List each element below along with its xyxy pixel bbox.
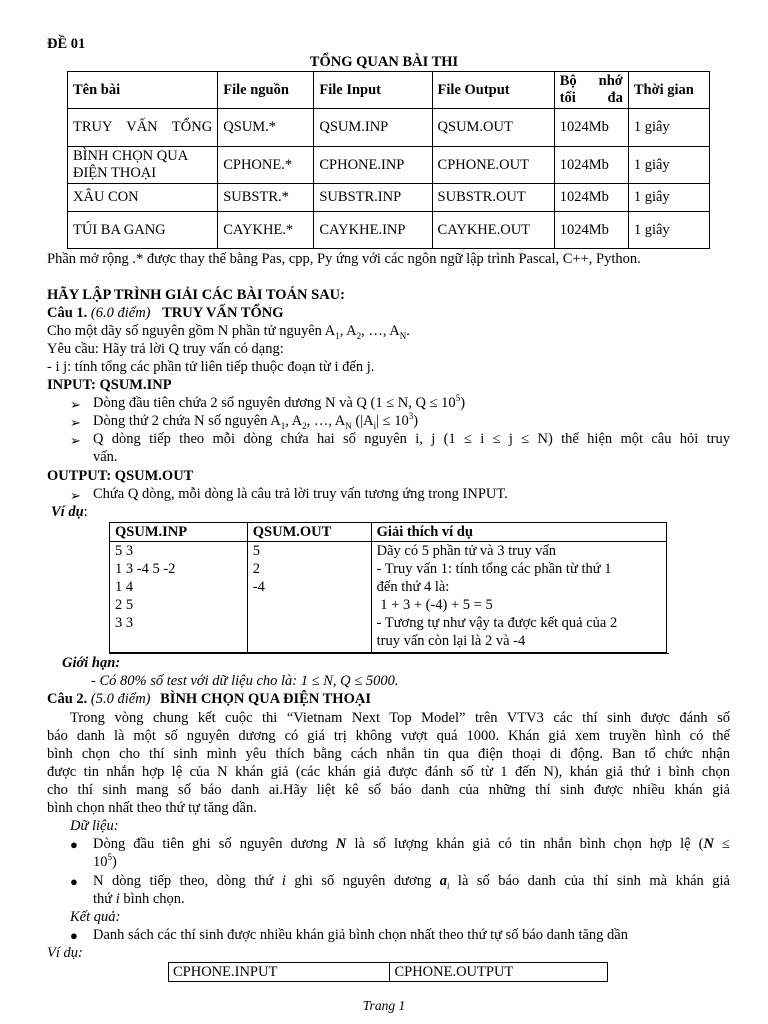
exam-code: ĐỀ 01 <box>47 36 86 52</box>
example-header-cell: QSUM.OUT <box>247 523 371 542</box>
q2-result-line: Danh sách các thí sinh được nhiều khán giả bình chọn nhất theo thứ tự số báo danh tăng dần <box>93 927 628 943</box>
table-cell: 1 giây <box>628 147 709 184</box>
example-line: Dãy có 5 phần tử và 3 truy vấn <box>376 543 557 559</box>
table-cell: 1 giây <box>628 109 709 147</box>
text-run: Dòng đầu tiên ghi số nguyên dương <box>93 836 336 852</box>
text-run: Cho một dãy số nguyên gồm N phần tử nguyên A <box>47 323 336 339</box>
text-run: , A <box>285 413 303 429</box>
table-cell: 1024Mb <box>554 147 628 184</box>
table-cell: XÂU CON <box>68 184 218 212</box>
text-run: | ≤ 10 <box>376 413 409 429</box>
example-line: 5 3 <box>115 543 134 559</box>
text-run: ) <box>413 413 419 429</box>
example-line: -4 <box>252 579 265 595</box>
q2-paragraph-line: được tin nhắn hợp lệ của N khán giả (các khán giả được đánh số từ 1 đến N), khán giả thứ i bình chọn <box>47 764 730 780</box>
table-cell: TÚI BA GANG <box>68 212 218 249</box>
example-line: 5 <box>252 543 261 559</box>
example-line: 1 4 <box>115 579 134 595</box>
q1-input-line-3: Q dòng tiếp theo mỗi dòng chứa hai số nguyên i, j (1 ≤ i ≤ j ≤ N) thể hiện một câu hỏi truy <box>93 431 730 447</box>
example-body-row <box>110 542 667 653</box>
extension-note: Phần mở rộng .* được thay thế bằng Pas, cpp, Py ứng với các ngôn ngữ lập trình Pascal, C++, Python. <box>47 251 641 267</box>
table-cell: SUBSTR.INP <box>314 184 432 212</box>
table-cell: CPHONE.OUT <box>432 147 554 184</box>
q1-limits-heading: Giới hạn: <box>62 655 121 671</box>
subscript: 1 <box>280 420 286 431</box>
text-run: Dòng thứ 2 chứa N số nguyên A <box>93 413 281 429</box>
example-line: truy vấn còn lại là 2 và -4 <box>376 633 526 649</box>
table-cell: QSUM.OUT <box>432 109 554 147</box>
q2-data-line-2 <box>93 873 730 891</box>
text-run: ) <box>460 395 466 411</box>
text-run: a <box>439 873 447 889</box>
subscript: N <box>345 420 352 431</box>
subscript: 1 <box>335 330 340 341</box>
table-cell: CPHONE.* <box>218 147 314 184</box>
table-cell: 1 giây <box>628 184 709 212</box>
q2-label: Câu 2. <box>47 691 88 707</box>
q1-requirement: Yêu cầu: Hãy trả lời Q truy vấn có dạng: <box>47 341 284 357</box>
overview-title: TỔNG QUAN BÀI THI <box>309 54 459 70</box>
text-run: i <box>115 891 120 907</box>
table-cell: SUBSTR.OUT <box>432 184 554 212</box>
overview-header-cell: File Output <box>432 72 554 109</box>
superscript: 3 <box>408 411 414 422</box>
q2-result-heading: Kết quả: <box>70 909 121 925</box>
arrow-bullet-icon: ➢ <box>70 397 81 412</box>
example-line: 1 3 -4 5 -2 <box>115 561 176 577</box>
text-run: , …, A <box>306 413 346 429</box>
text-run: N <box>335 836 347 852</box>
example-line: - Truy vấn 1: tính tổng các phần từ thứ 1 <box>376 561 612 577</box>
text-run: . <box>406 323 410 339</box>
overview-header-cell: Thời gian <box>628 72 709 109</box>
table-cell: QSUM.* <box>218 109 314 147</box>
table-cell: BÌNH CHỌN QUA ĐIỆN THOẠI <box>68 147 218 184</box>
q1-output-line-1: Chứa Q dòng, mỗi dòng là câu trả lời truy vấn tương ứng trong INPUT. <box>93 486 508 502</box>
superscript: 5 <box>107 852 112 863</box>
table-cell: 1024Mb <box>554 184 628 212</box>
q1-output-heading: OUTPUT: QSUM.OUT <box>47 468 194 484</box>
arrow-bullet-icon: ➢ <box>70 415 81 430</box>
text-run: bình chọn. <box>119 891 185 907</box>
subscript: N <box>399 330 407 341</box>
text-run: , A <box>339 323 357 339</box>
example-output-cell <box>247 542 371 653</box>
text-run: (|A <box>351 413 374 429</box>
q1-label: Câu 1. <box>47 305 88 321</box>
table-cell: TRUY VẤN TỔNG <box>68 109 218 147</box>
q2-paragraph-line: bình chọn cho thí sinh mình yêu thích bằng cách nhắn tin qua điện thoại di động. Ban tổ chức nhận <box>47 746 730 762</box>
arrow-bullet-icon: ➢ <box>70 433 81 448</box>
q1-query-form: - i j: tính tổng các phần tử liên tiếp thuộc đoạn từ i đến j. <box>47 359 375 375</box>
bullet-icon: ● <box>70 837 78 852</box>
bullet-icon: ● <box>70 874 78 889</box>
overview-header-cell: File Input <box>314 72 432 109</box>
q1-input-heading: INPUT: QSUM.INP <box>47 377 172 393</box>
overview-header-row <box>68 72 710 109</box>
table-cell: 1 giây <box>628 212 709 249</box>
text-run: ) <box>112 854 117 870</box>
example-line: 2 5 <box>115 597 134 613</box>
text-run: : <box>83 504 88 520</box>
table-cell: 1024Mb <box>554 109 628 147</box>
example-header-row <box>110 523 667 542</box>
example-header-cell: Giải thích ví dụ <box>371 523 666 542</box>
table-cell: QSUM.INP <box>314 109 432 147</box>
example-header-row <box>169 963 608 982</box>
table-row <box>68 212 710 249</box>
table-row <box>68 147 710 184</box>
q2-title: BÌNH CHỌN QUA ĐIỆN THOẠI <box>160 691 371 707</box>
example-explain-cell <box>371 542 666 653</box>
q2-paragraph-line: cho thí sinh mang số báo danh ai.Hãy liệt kê số báo danh của những thí sinh được nhiều khán giả <box>47 782 730 798</box>
overview-table <box>67 71 710 249</box>
q1-title: TRUY VẤN TỔNG <box>162 305 284 321</box>
superscript: 5 <box>455 393 461 404</box>
q1-input-line-2 <box>93 413 418 431</box>
overview-header-cell: File nguồn <box>218 72 314 109</box>
text-run: , …, A <box>361 323 400 339</box>
text-run: N <box>703 836 714 852</box>
example-header-cell: CPHONE.INPUT <box>169 963 390 982</box>
table-row <box>68 109 710 147</box>
table-cell: CAYKHE.INP <box>314 212 432 249</box>
text-run: là số lượng khán giả có tin nhắn bình chọn hợp lệ ( <box>346 836 704 852</box>
table-cell: SUBSTR.* <box>218 184 314 212</box>
q2-data-heading: Dữ liệu: <box>70 818 119 834</box>
example-input-cell <box>110 542 248 653</box>
q2-example-label: Ví dụ: <box>47 945 83 961</box>
q1-input-line-1 <box>93 395 465 413</box>
q2-data-line-1-cont <box>93 854 117 872</box>
text-run: Ví dụ <box>51 504 84 520</box>
q1-example-label <box>51 504 88 522</box>
q2-example-table <box>168 962 608 982</box>
subscript: i <box>373 420 377 431</box>
overview-header-cell: Bộ nhớ tối đa <box>554 72 628 109</box>
example-line: 3 3 <box>115 615 134 631</box>
text-run: ≤ <box>713 836 730 852</box>
q2-paragraph-line: báo danh là một số nguyên dương có giá trị không vượt quá 1000. Khán giả xem truyền hình có thể <box>47 728 730 744</box>
example-header-cell: QSUM.INP <box>110 523 248 542</box>
main-heading: HÃY LẬP TRÌNH GIẢI CÁC BÀI TOÁN SAU: <box>47 287 345 303</box>
table-cell: CAYKHE.* <box>218 212 314 249</box>
page-footer: Trang 1 <box>362 998 406 1013</box>
text-run: N dòng tiếp theo, dòng thứ <box>93 873 282 889</box>
example-header-cell: CPHONE.OUTPUT <box>390 963 608 982</box>
example-line: đến thứ 4 là: <box>376 579 450 595</box>
subscript: 2 <box>302 420 307 431</box>
q1-heading <box>47 305 284 323</box>
q1-input-line-3-cont: vấn. <box>93 449 118 465</box>
example-line: - Tương tự như vậy ta được kết quả của 2 <box>376 615 618 631</box>
q2-data-line-2-cont <box>93 891 185 909</box>
q2-paragraph-line: Trong vòng chung kết cuộc thi “Vietnam Next Top Model” trên VTV3 các thí sinh được đánh số <box>70 710 730 726</box>
text-run: i <box>281 873 286 889</box>
table-cell: CPHONE.INP <box>314 147 432 184</box>
table-bottom-rule <box>109 653 669 654</box>
q2-data-line-1 <box>93 836 730 854</box>
q1-description <box>47 323 410 341</box>
text-run: ghi số nguyên dương <box>285 873 440 889</box>
example-line: 1 + 3 + (-4) + 5 = 5 <box>376 597 493 613</box>
text-run: thứ <box>93 891 116 907</box>
subscript: i <box>446 880 450 891</box>
example-line: 2 <box>252 561 261 577</box>
q2-paragraph-line: bình chọn nhất theo thứ tự tăng dần. <box>47 800 257 816</box>
table-cell: CAYKHE.OUT <box>432 212 554 249</box>
text-run: 10 <box>93 854 108 870</box>
q1-limits-line: - Có 80% số test với dữ liệu cho là: 1 ≤ N, Q ≤ 5000. <box>91 673 399 689</box>
q2-heading <box>47 691 371 709</box>
bullet-icon: ● <box>70 928 78 943</box>
text-run: là số báo danh của thí sinh mà khán giả <box>449 873 730 889</box>
q2-points: (5.0 điểm) <box>90 691 151 707</box>
text-run: Dòng đầu tiên chứa 2 số nguyên dương N và Q (1 ≤ N, Q ≤ 10 <box>93 395 456 411</box>
subscript: 2 <box>356 330 362 341</box>
q1-example-table <box>109 522 667 653</box>
table-cell: 1024Mb <box>554 212 628 249</box>
overview-header-cell: Tên bài <box>68 72 218 109</box>
q1-points: (6.0 điểm) <box>90 305 151 321</box>
table-row <box>68 184 710 212</box>
arrow-bullet-icon: ➢ <box>70 488 81 503</box>
